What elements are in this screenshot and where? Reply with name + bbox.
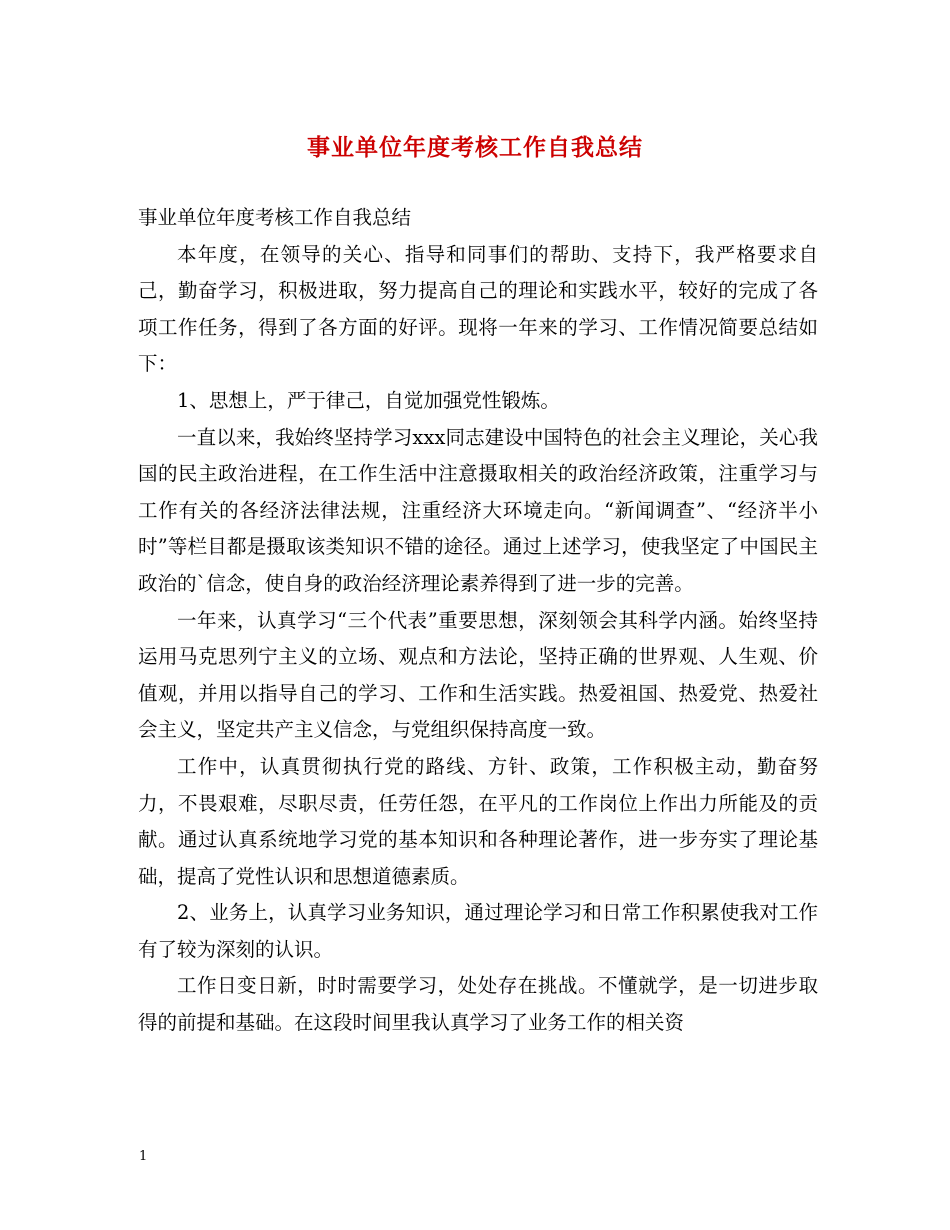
page-number: 1 [139,1149,148,1164]
document-title: 事业单位年度考核工作自我总结 [307,134,643,161]
paragraph: 一年来，认真学习“三个代表”重要思想，深刻领会其科学内涵。始终坚持运用马克思列宁主义的立场、观点和方法论，坚持正确的世界观、人生观、价值观，并用以指导自己的学习、工作和生活实践。热爱祖国、热爱党、热爱社会主义，坚定共产主义信念，与党组织保持高度一致。 [138,608,818,742]
paragraph: 工作中，认真贯彻执行党的路线、方针、政策，工作积极主动，勤奋努力，不畏艰难，尽职尽责，任劳任怨，在平凡的工作岗位上作出力所能及的贡献。通过认真系统地学习党的基本知识和各种理论著作，进一步夯实了理论基础，提高了党性认识和思想道德素质。 [138,754,818,888]
paragraph: 工作日变日新，时时需要学习，处处存在挑战。不懂就学，是一切进步取得的前提和基础。在这段时间里我认真学习了业务工作的相关资 [138,974,818,1035]
paragraph: 2、业务上，认真学习业务知识，通过理论学习和日常工作积累使我对工作有了较为深刻的认识。 [138,901,818,961]
document-body [138,200,818,1042]
paragraph: 1、思想上，严于律己，自觉加强党性锻炼。 [177,388,560,412]
paragraph-heading: 事业单位年度考核工作自我总结 [138,206,412,229]
paragraph: 一直以来，我始终坚持学习xxx同志建设中国特色的社会主义理论，关心我国的民主政治进程，在工作生活中注意摄取相关的政治经济政策，注重学习与工作有关的各经济法律法规，注重经济大环境走向。“新闻调查”、“经济半小时”等栏目都是摄取该类知识不错的途径。通过上述学习，使我坚定了中国民主政治的`信念，使自身的政治经济理论素养得到了进一步的完善。 [138,425,818,595]
paragraph: 本年度，在领导的关心、指导和同事们的帮助、支持下，我严格要求自己，勤奋学习，积极进取，努力提高自己的理论和实践水平，较好的完成了各项工作任务，得到了各方面的好评。现将一年来的学习、工作情况简要总结如下： [138,242,818,376]
